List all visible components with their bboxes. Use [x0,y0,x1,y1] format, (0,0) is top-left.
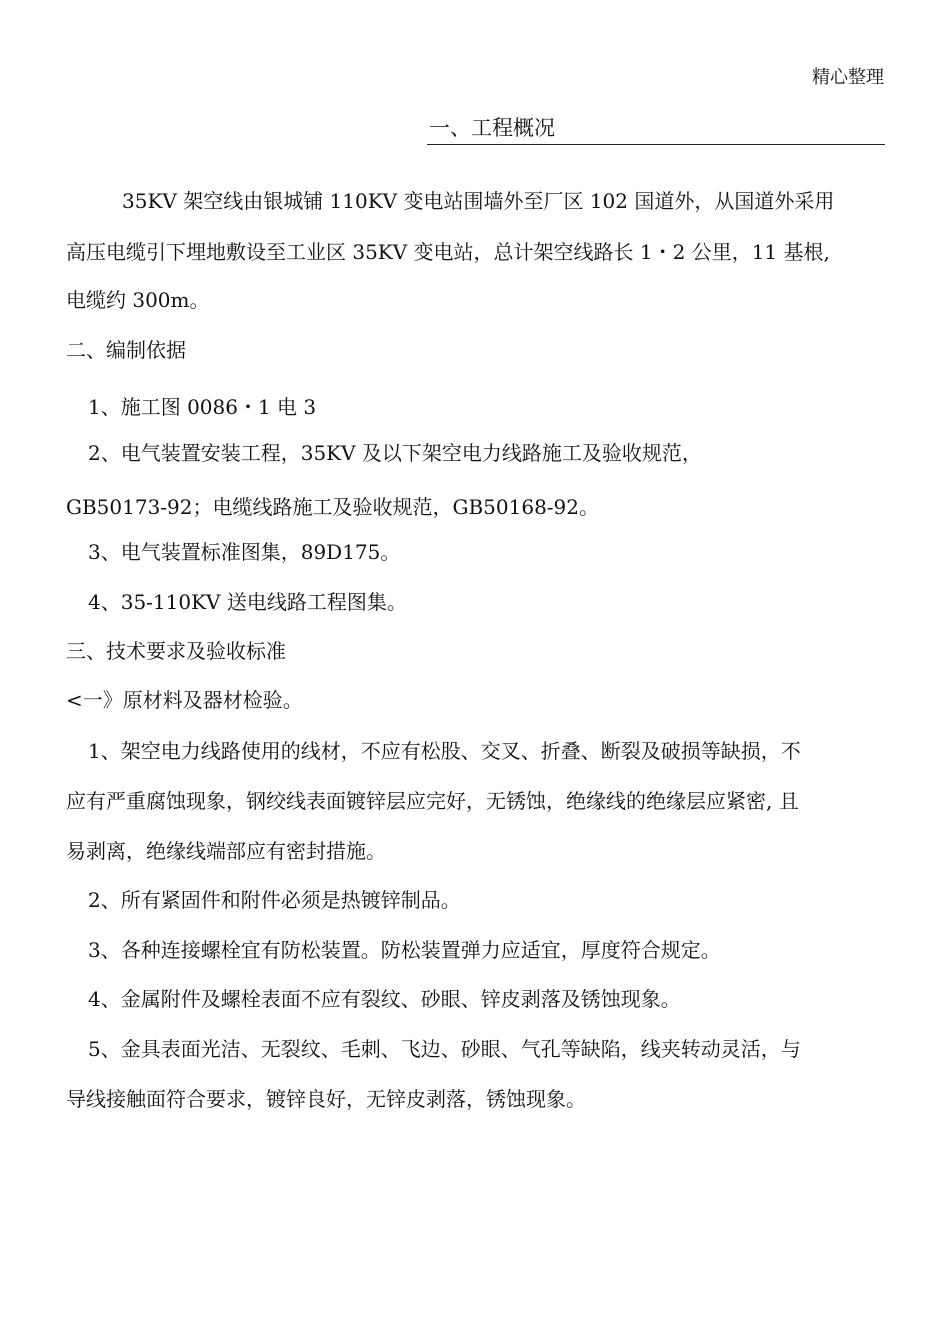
section3-item-4: 4、金属附件及螺栓表面不应有裂纹、砂眼、锌皮剥落及锈蚀现象。 [88,987,681,1011]
section3-item-2: 2、所有紧固件和附件必须是热镀锌制品。 [88,888,461,912]
overview-line-2: 高压电缆引下埋地敷设至工业区 35KV 变电站，总计架空线路长 1・2 公里，11 基根, [66,240,830,264]
section3-item-1-line-1: 1、架空电力线路使用的线材，不应有松股、交叉、折叠、断裂及破损等缺损，不 [88,739,801,763]
section3-item-5-line-2: 导线接触面符合要求，镀锌良好，无锌皮剥落，锈蚀现象。 [66,1087,586,1111]
section2-item-1: 1、施工图 0086・1 电 3 [88,395,317,419]
section2-heading: 二、编制依据 [66,338,186,362]
section3-item-3: 3、各种连接螺栓宜有防松装置。防松装置弹力应适宜，厚度符合规定。 [88,938,721,962]
section3-heading: 三、技术要求及验收标准 [66,639,286,663]
section3-item-1-line-2: 应有严重腐蚀现象，钢绞线表面镀锌层应完好，无锈蚀，绝缘线的绝缘层应紧密, 且 [66,789,799,813]
section2-item-3: 3、电气装置标准图集，89D175。 [88,540,401,564]
section3-item-5-line-1: 5、金具表面光洁、无裂纹、毛刺、飞边、砂眼、气孔等缺陷，线夹转动灵活，与 [88,1037,801,1061]
section2-item-4: 4、35-110KV 送电线路工程图集。 [88,590,407,614]
section3-item-1-line-3: 易剥离，绝缘线端部应有密封措施。 [66,839,386,863]
overview-line-3: 电缆约 300m。 [66,288,210,312]
section3-subheading: <一》原材料及器材检验。 [66,688,303,712]
overview-line-1: 35KV 架空线由银城铺 110KV 变电站围墙外至厂区 102 国道外，从国道外采用 [122,189,835,213]
section-title [427,113,885,145]
section2-item-2-line-2: GB50173-92；电缆线路施工及验收规范，GB50168-92。 [66,495,600,519]
page-header: 精心整理 [812,67,884,88]
section2-item-2-line-1: 2、电气装置安装工程，35KV 及以下架空电力线路施工及验收规范， [88,441,702,465]
section-title-text: 一、工程概况 [429,116,555,140]
